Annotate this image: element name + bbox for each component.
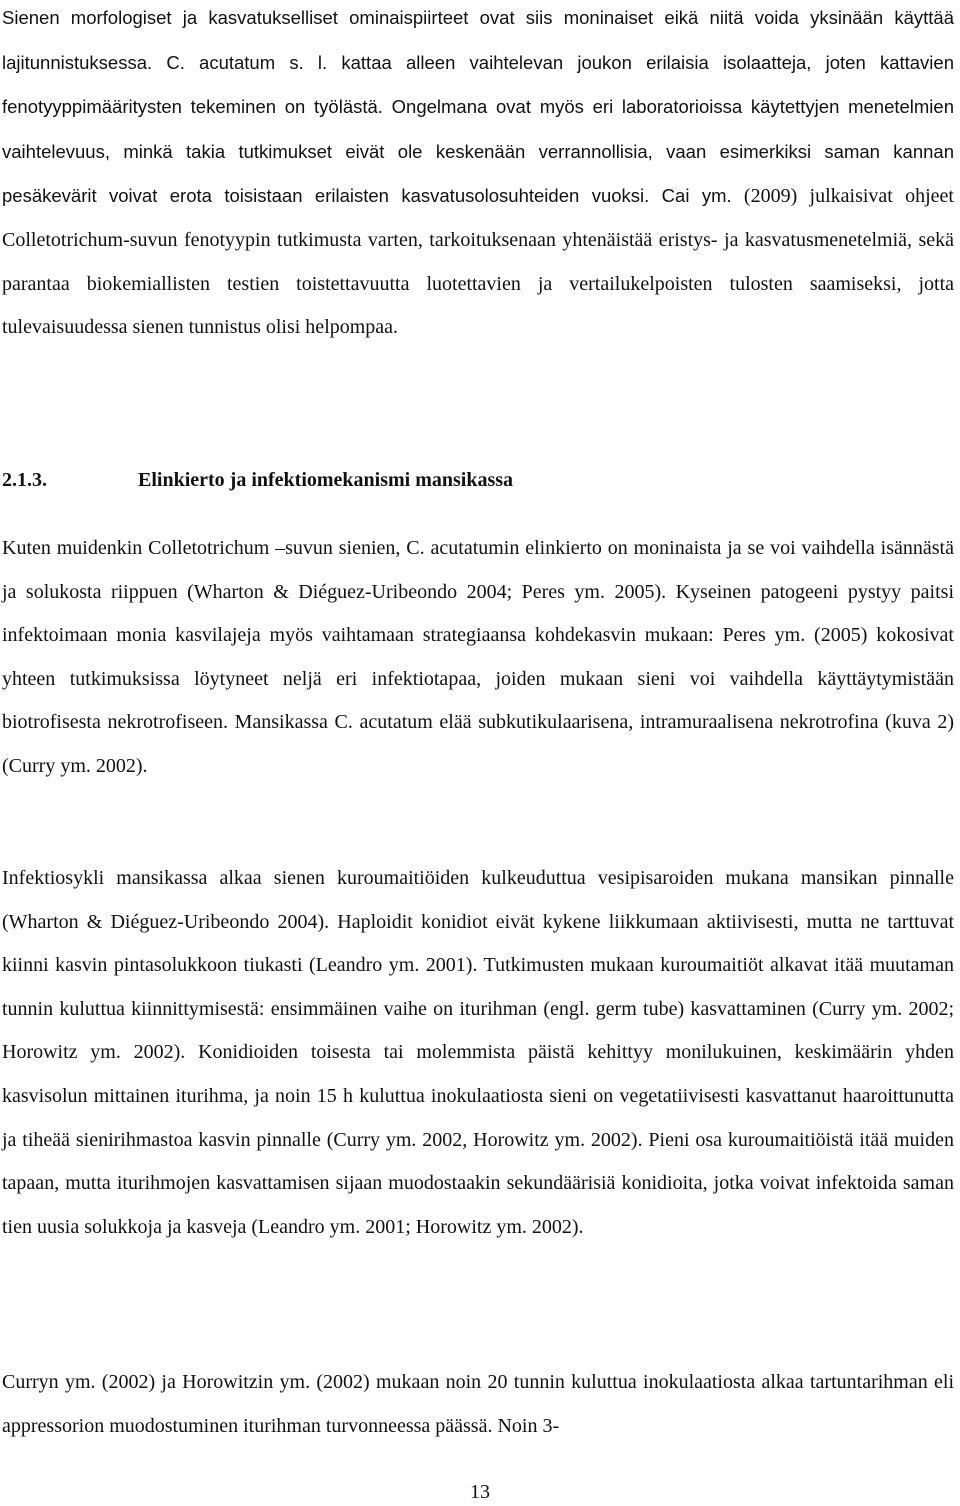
paragraph-appressorium: Curryn ym. (2002) ja Horowitzin ym. (2002) mukaan noin 20 tunnin kuluttua inokulaatiosta alkaa tartuntarihman eli appressorion muodostuminen iturihman turvonneessa päässä. Noin 3- xyxy=(2,1371,954,1437)
paragraph-phenotype xyxy=(2,0,954,350)
page-number: 13 xyxy=(470,1481,490,1503)
section-number: 2.1.3. xyxy=(2,469,47,491)
section-title: Elinkierto ja infektiomekanismi mansikassa xyxy=(138,469,514,491)
paragraph-phenotype-serif-text: (2009) julkaisivat ohjeet Colletotrichum-suvun fenotyypin tutkimusta varten, tarkoituksenaan yhtenäistää eristys- ja kasvatusmenetelmiä, sekä parantaa biokemiallisten testien toistettavuutta luotettavien ja vertailukelpoisten tulosten saamiseksi, jotta tulevaisuudessa sienen tunnistus olisi helpompaa. xyxy=(2,185,954,339)
section-heading xyxy=(2,462,954,498)
paragraph-infection-cycle: Infektiosykli mansikassa alkaa sienen kuroumaitiöiden kulkeuduttua vesipisaroiden mukana mansikan pinnalle (Wharton & Diéguez-Uribeondo 2004). Haploidit konidiot eivät kykene liikkumaan aktiivisesti, mutta ne tarttuvat kiinni kasvin pintasolukkoon tiukasti (Leandro ym. 2001). Tutkimusten mukaan kuroumaitiöt alkavat itää muutaman tunnin kuluttua kiinnittymisestä: ensimmäinen vaihe on iturihman (engl. germ tube) kasvattaminen (Curry ym. 2002; Horowitz ym. 2002). Konidioiden toisesta tai molemmista päistä kehittyy monilukuinen, keskimäärin yhden kasvisolun mittainen iturihma, ja noin 15 h kuluttua inokulaatiosta sieni on vegetatiivisesti kasvattanut haaroittunutta ja tiheää sienirihmastoa kasvin pinnalle (Curry ym. 2002, Horowitz ym. 2002). Pieni osa kuroumaitiöistä itää muiden tapaan, mutta iturihmojen kasvattamisen sijaan muodostaakin sekundäärisiä konidioita, jotka voivat infektoida saman tien uusia solukkoja ja kasveja (Leandro ym. 2001; Horowitz ym. 2002). xyxy=(2,867,954,1238)
paragraph-life-cycle: Kuten muidenkin Colletotrichum –suvun sienien, C. acutatumin elinkierto on moninaista ja se voi vaihdella isännästä ja solukosta riippuen (Wharton & Diéguez-Uribeondo 2004; Peres ym. 2005). Kyseinen patogeeni pystyy paitsi infektoimaan monia kasvilajeja myös vaihtamaan strategiaansa kohdekasvin mukaan: Peres ym. (2005) kokosivat yhteen tutkimuksissa löytyneet neljä eri infektiotapaa, joiden mukaan sieni voi vaihdella käyttäytymistään biotrofisesta nekrotrofiseen. Mansikassa C. acutatum elää subkutikulaarisena, intramuraalisena nekrotrofina (kuva 2) (Curry ym. 2002). xyxy=(2,537,954,777)
paragraph-phenotype-sans-text: Sienen morfologiset ja kasvatukselliset ominaispiirteet ovat siis moninaiset eikä niitä voida yksinään käyttää lajitunnistuksessa. C. acutatum s. l. kattaa alleen vaihtelevan joukon erilaisia isolaatteja, joten kattavien fenotyyppimääritysten tekeminen on työlästä. Ongelmana ovat myös eri laboratorioissa käytettyjen menetelmien vaihtelevuus, minkä takia tutkimukset eivät ole keskenään verrannollisia, vaan esimerkiksi saman kannan pesäkevärit voivat erota toisistaan erilaisten kasvatusolosuhteiden vuoksi. Cai ym. xyxy=(2,7,954,207)
